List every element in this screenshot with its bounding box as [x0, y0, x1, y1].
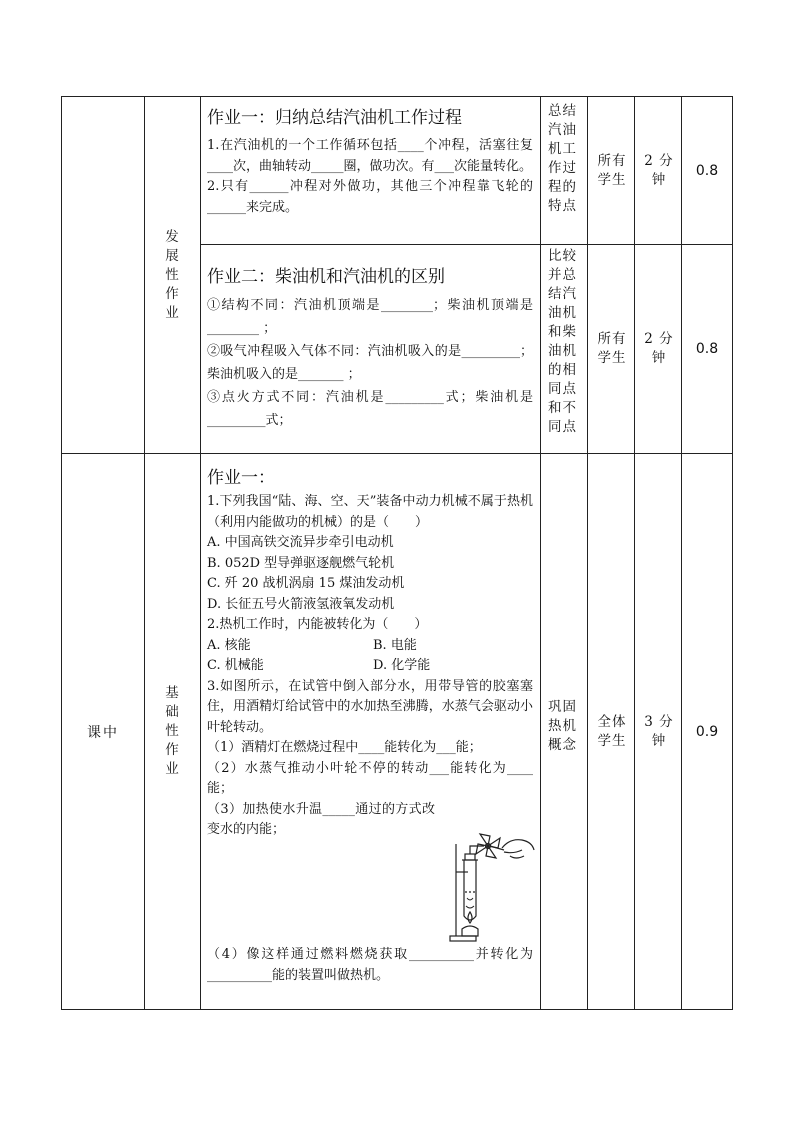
- col-line-5: [634, 96, 635, 1010]
- q3-part: （4）像这样通过燃料燃烧获取__________并转化为__________能的装置叫做热机。: [207, 947, 533, 983]
- category-cell-row2: [145, 454, 200, 1009]
- goal-cell-1: [548, 102, 582, 242]
- goal-cell-2: [548, 247, 582, 452]
- q3-part: （3）加热使水升温_____通过的方式改变水的内能；: [207, 801, 435, 837]
- option: A. 中国高铁交流异步牵引电动机: [207, 535, 394, 550]
- q3-part: （2）水蒸气推动小叶轮不停的转动___能转化为____能；: [207, 760, 533, 796]
- option: C. 歼 20 战机涡扇 15 煤油发动机: [207, 576, 405, 591]
- difficulty-text: 0.8: [695, 341, 719, 357]
- task-title: 作业一：: [207, 468, 275, 488]
- alcohol-lamp: [462, 926, 478, 936]
- q3-part-4-wrap: [207, 945, 533, 995]
- time-cell-3: [641, 454, 677, 1009]
- category-label: 发展性作业: [165, 228, 180, 321]
- option: D. 化学能: [373, 658, 431, 673]
- time-cell-1: [641, 97, 677, 244]
- task-line: ③点火方式不同：汽油机是_________式；柴油机是_________式；: [207, 390, 533, 428]
- time-text: 3 分钟: [644, 713, 674, 749]
- phase-cell-row1: [62, 97, 144, 453]
- task-cell-1: [207, 103, 533, 243]
- difficulty-cell-2: [682, 245, 732, 453]
- col-line-4: [587, 96, 588, 1010]
- col-line-7: [732, 96, 733, 1010]
- time-text: 2 分钟: [644, 152, 674, 188]
- time-cell-2: [641, 245, 677, 453]
- option: A. 核能: [207, 637, 251, 653]
- task-line: ①结构不同：汽油机顶端是________；柴油机顶端是________ ；: [207, 298, 533, 336]
- goal-cell-3: [548, 698, 582, 778]
- task-line: ②吸气冲程吸入气体不同：汽油机吸入的是_________；柴油机吸入的是_______ ；: [207, 344, 533, 382]
- stopper: [465, 854, 475, 860]
- q2-options-row-1: [207, 636, 533, 657]
- target-text: 全体学生: [597, 713, 627, 749]
- category-cell-row1: [145, 97, 200, 453]
- option: B. 052D 型导弹驱逐舰燃气轮机: [207, 555, 395, 571]
- col-line-3: [540, 96, 541, 1010]
- target-cell-2: [594, 245, 630, 453]
- difficulty-cell-1: [682, 97, 732, 244]
- target-text: 所有学生: [597, 331, 627, 366]
- q2-options-row-2: [207, 656, 533, 677]
- task-title: 作业一：归纳总结汽油机工作过程: [207, 108, 462, 128]
- task-line: 1.在汽油机的一个工作循环包括____个冲程，活塞往复____次，曲轴转动_____圈，做功次。有___次能量转化。: [207, 138, 533, 174]
- phase-cell-row2: [62, 454, 144, 1009]
- question-2: 2.热机工作时，内能被转化为（ ）: [207, 617, 428, 632]
- task-cell-2: [207, 262, 533, 450]
- question-3: 3.如图所示，在试管中倒入部分水，用带导管的胶塞塞住，用酒精灯给试管中的水加热至沸腾，水蒸气会驱动小叶轮转动。: [207, 678, 533, 735]
- target-cell-3: [594, 454, 630, 1009]
- goal-text: 巩固热机概念: [548, 699, 577, 753]
- goal-text: 比较并总结汽油机和柴油机的相同点和不同点: [548, 248, 577, 435]
- target-text: 所有学生: [597, 152, 627, 188]
- difficulty-text: 0.9: [695, 723, 719, 740]
- task-title: 作业二：柴油机和汽油机的区别: [207, 267, 445, 287]
- option: B. 电能: [373, 637, 417, 653]
- target-cell-1: [594, 97, 630, 244]
- category-label: 基础性作业: [165, 685, 180, 777]
- phase-label: 课中: [87, 724, 119, 741]
- difficulty-text: 0.8: [695, 162, 719, 179]
- option: D. 长征五号火箭液氢液氧发动机: [207, 596, 395, 612]
- experiment-figure: [444, 826, 536, 944]
- table-border-bottom: [61, 1009, 733, 1010]
- task-line: 2.只有______冲程对外做功，其他三个冲程靠飞轮的______来完成。: [207, 179, 533, 215]
- difficulty-cell-3: [682, 454, 732, 1009]
- option: C. 机械能: [207, 658, 264, 673]
- stand-base: [450, 936, 476, 941]
- time-text: 2 分钟: [644, 331, 674, 366]
- question-1: 1.下列我国“陆、海、空、天”装备中动力机械不属于热机（利用内能做功的机械）的是（ ）: [207, 494, 533, 530]
- q3-part: （1）酒精灯在燃烧过程中____能转化为___能；: [207, 740, 482, 755]
- goal-text: 总结汽油机工作过程的特点: [548, 103, 577, 214]
- col-line-2: [200, 96, 201, 1010]
- hand: [502, 840, 534, 858]
- flame: [468, 912, 472, 923]
